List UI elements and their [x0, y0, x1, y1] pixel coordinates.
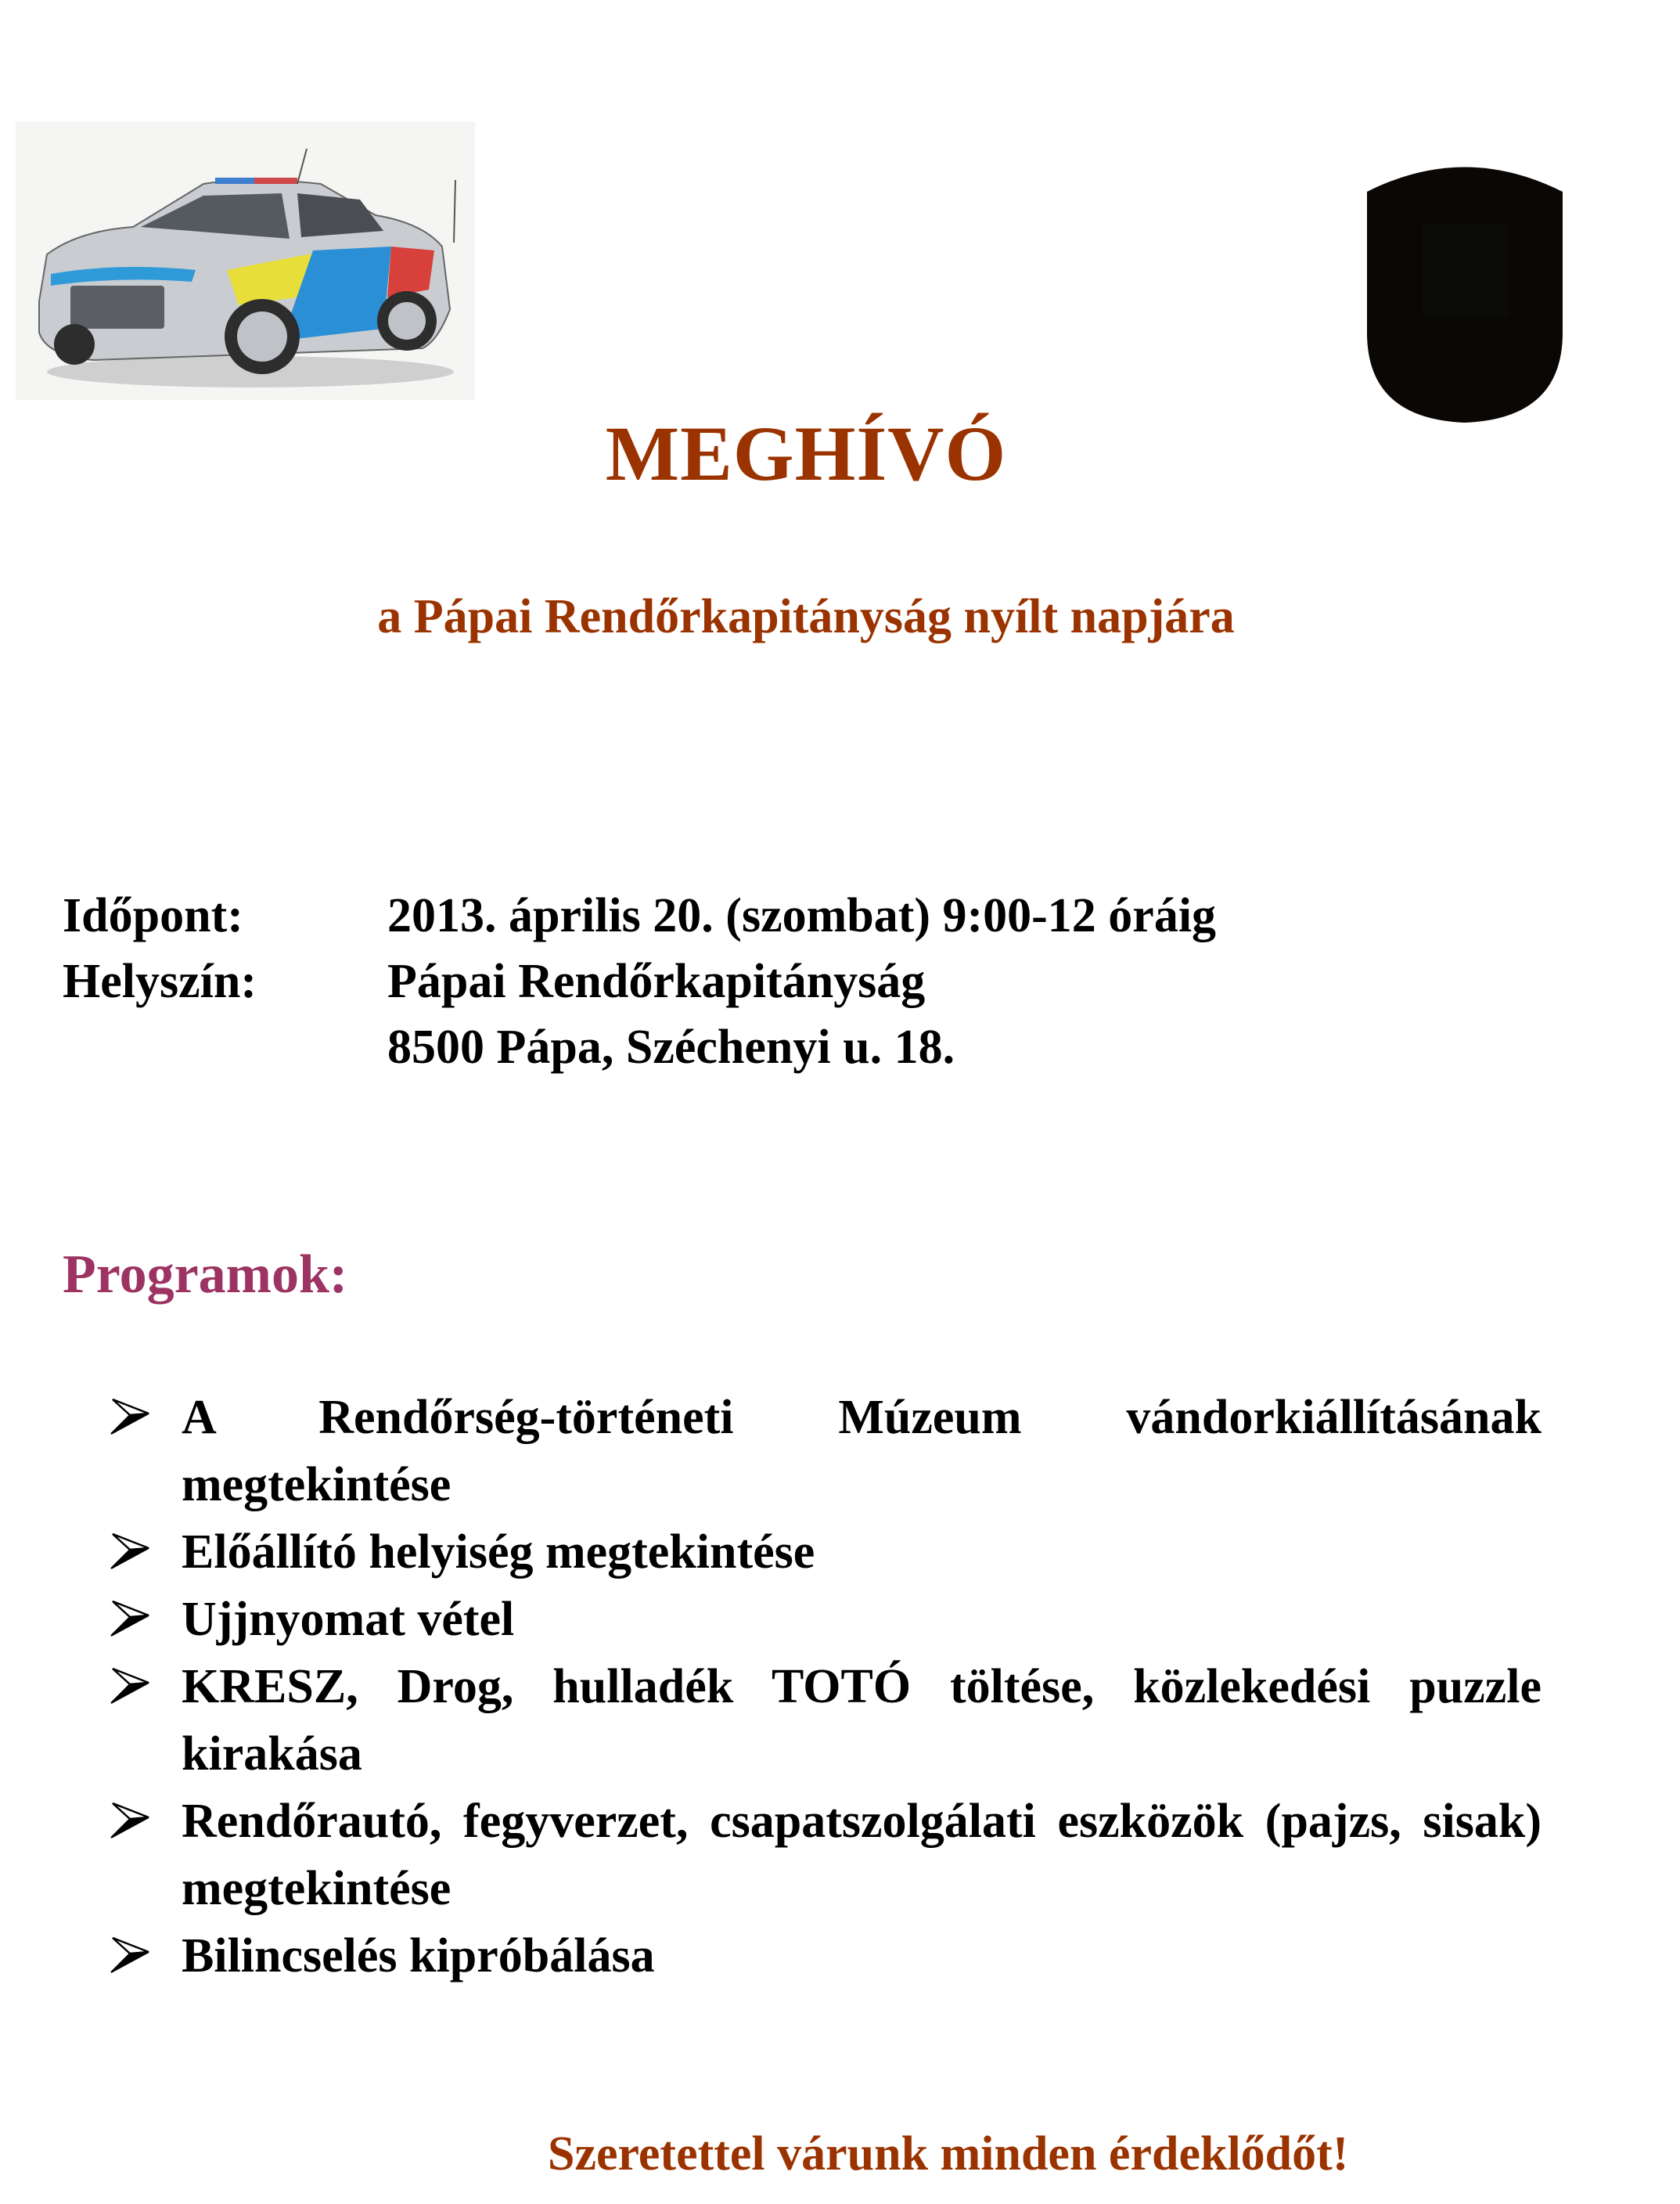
list-item: A Rendőrség-történeti Múzeum vándorkiállításának megtekintése	[110, 1384, 1541, 1518]
police-car-illustration	[16, 121, 475, 400]
detail-row-location	[63, 950, 925, 1013]
page-subtitle: a Pápai Rendőrkapitányság nyílt napjára	[377, 590, 1235, 643]
list-item: Rendőrautó, fegyverzet, csapatszolgálati eszközök (pajzs, sisak) megtekintése	[110, 1788, 1541, 1922]
detail-value: Pápai Rendőrkapitányság	[387, 955, 926, 1008]
arrowhead-bullet-icon	[110, 1600, 150, 1637]
police-shield-emblem	[1364, 157, 1566, 424]
detail-label: Időpont:	[63, 889, 243, 942]
list-item: Ujjnyomat vétel	[110, 1586, 1541, 1653]
detail-value: 2013. április 20. (szombat) 9:00-12 óráig	[387, 889, 1217, 942]
list-item: KRESZ, Drog, hulladék TOTÓ töltése, közlekedési puzzle kirakása	[110, 1653, 1541, 1788]
detail-row-date	[63, 884, 1216, 947]
arrowhead-bullet-icon	[110, 1532, 150, 1570]
list-item: Előállító helyiség megtekintése	[110, 1518, 1541, 1586]
closing-message: Szeretettel várunk minden érdeklődőt!	[548, 2127, 1349, 2181]
arrowhead-bullet-icon	[110, 1667, 150, 1705]
list-item: Bilincselés kipróbálása	[110, 1922, 1541, 1990]
arrowhead-bullet-icon	[110, 1398, 150, 1435]
arrowhead-bullet-icon	[110, 1936, 150, 1974]
detail-row-address	[63, 1016, 955, 1079]
detail-value: 8500 Pápa, Széchenyi u. 18.	[387, 1021, 955, 1074]
programs-heading: Programok:	[63, 1244, 348, 1305]
program-list	[110, 1384, 1541, 1990]
arrowhead-bullet-icon	[110, 1802, 150, 1839]
detail-label: Helyszín:	[63, 955, 257, 1008]
page-title: MEGHÍVÓ	[605, 410, 1007, 497]
